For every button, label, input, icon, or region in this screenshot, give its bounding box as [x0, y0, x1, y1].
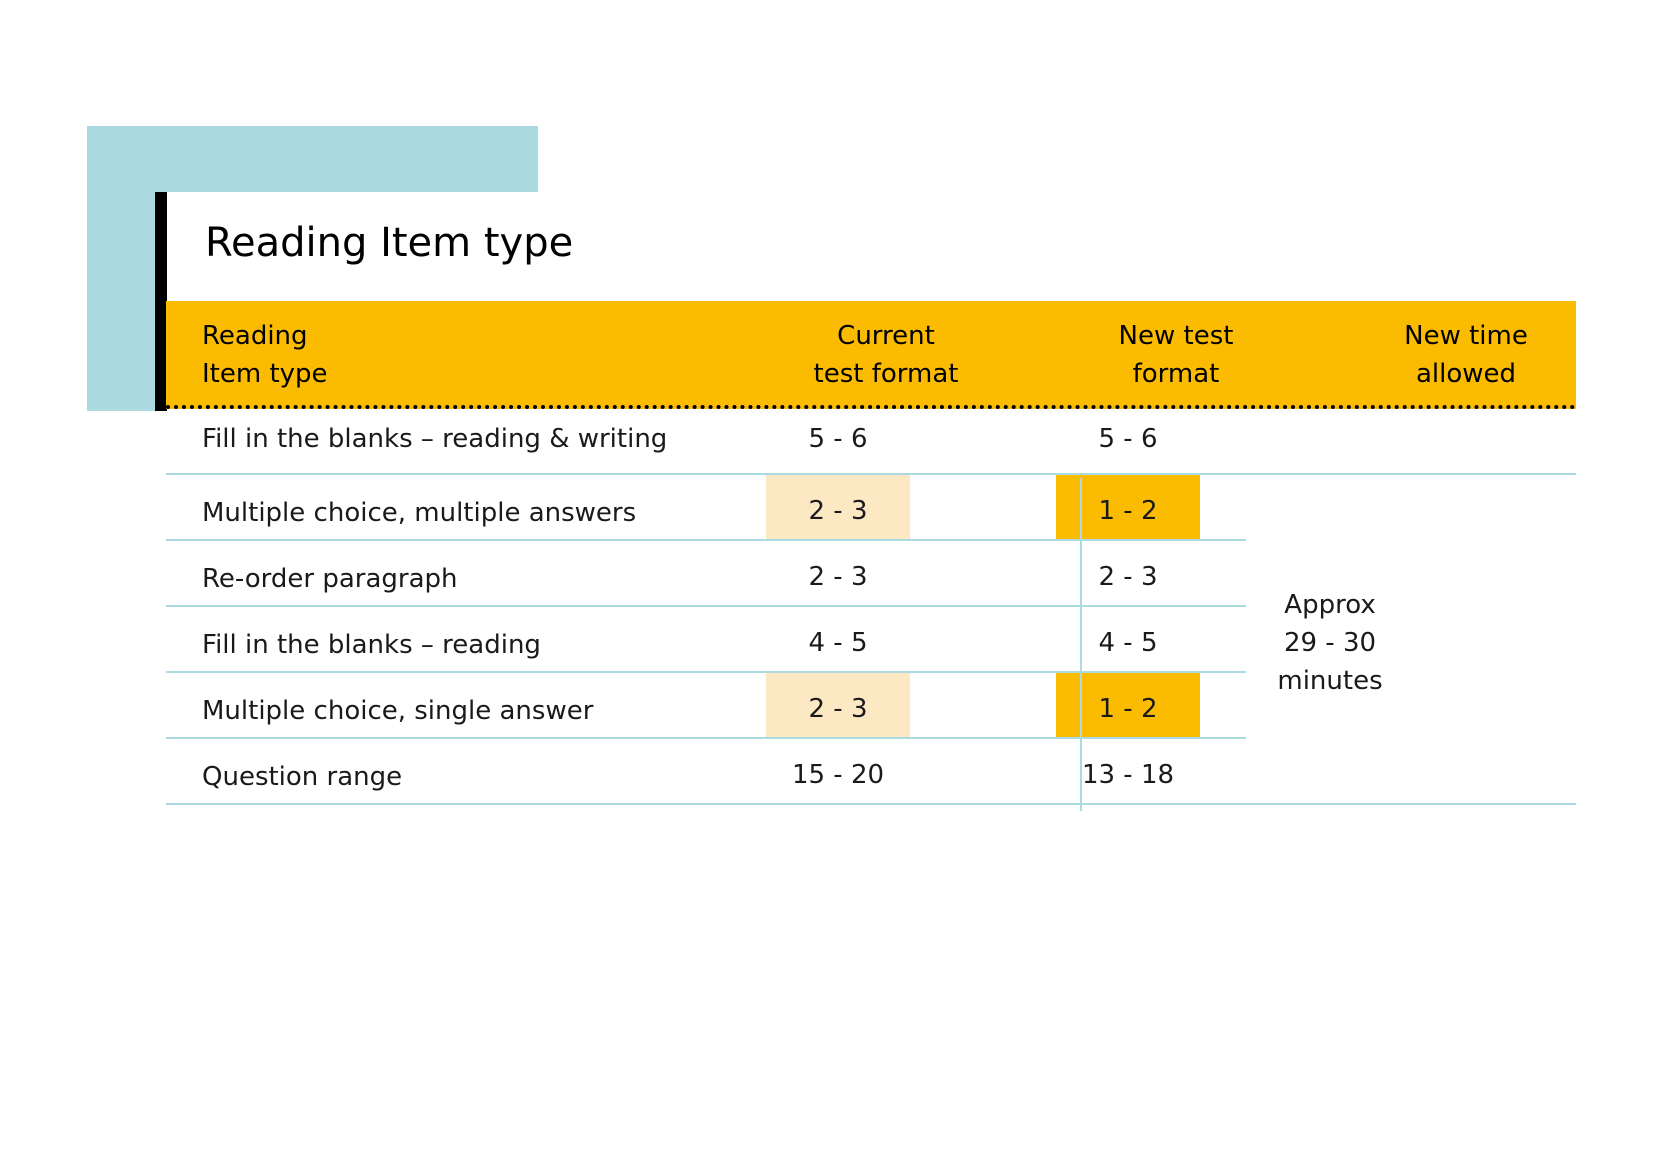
table-row [166, 409, 1576, 475]
new-format-value: 1 - 2 [1098, 694, 1158, 724]
current-format-value: 2 - 3 [808, 562, 868, 592]
header-reading-item-type: Reading Item type [202, 321, 328, 389]
new-format-value: 13 - 18 [1081, 760, 1175, 790]
new-format-value: 2 - 3 [1098, 562, 1158, 592]
new-format-value: 1 - 2 [1098, 496, 1158, 526]
time-allowed-note: Approx 29 - 30 minutes [1277, 590, 1383, 696]
row-divider [166, 803, 1576, 805]
new-format-value: 4 - 5 [1098, 628, 1158, 658]
row-label: Fill in the blanks – reading & writing [202, 424, 668, 454]
current-format-value: 2 - 3 [808, 694, 868, 724]
header-current-test-format: Current test format [813, 321, 959, 389]
row-label: Fill in the blanks – reading [202, 630, 541, 660]
row-label: Multiple choice, single answer [202, 696, 594, 726]
current-format-value: 2 - 3 [808, 496, 868, 526]
row-label: Re-order paragraph [202, 564, 458, 594]
new-format-value: 5 - 6 [1098, 424, 1158, 454]
header-new-time-allowed: New time allowed [1404, 321, 1528, 389]
page-title: Reading Item type [205, 220, 574, 266]
current-format-value: 4 - 5 [808, 628, 868, 658]
table-row [166, 739, 1576, 805]
table-header [166, 301, 1576, 409]
header-new-test-format: New test format [1118, 321, 1234, 389]
row-label: Question range [202, 762, 403, 792]
column-divider [1080, 478, 1082, 811]
current-format-value: 15 - 20 [791, 760, 885, 790]
table-row [166, 475, 1576, 541]
current-format-value: 5 - 6 [808, 424, 868, 454]
row-label: Multiple choice, multiple answers [202, 498, 637, 528]
